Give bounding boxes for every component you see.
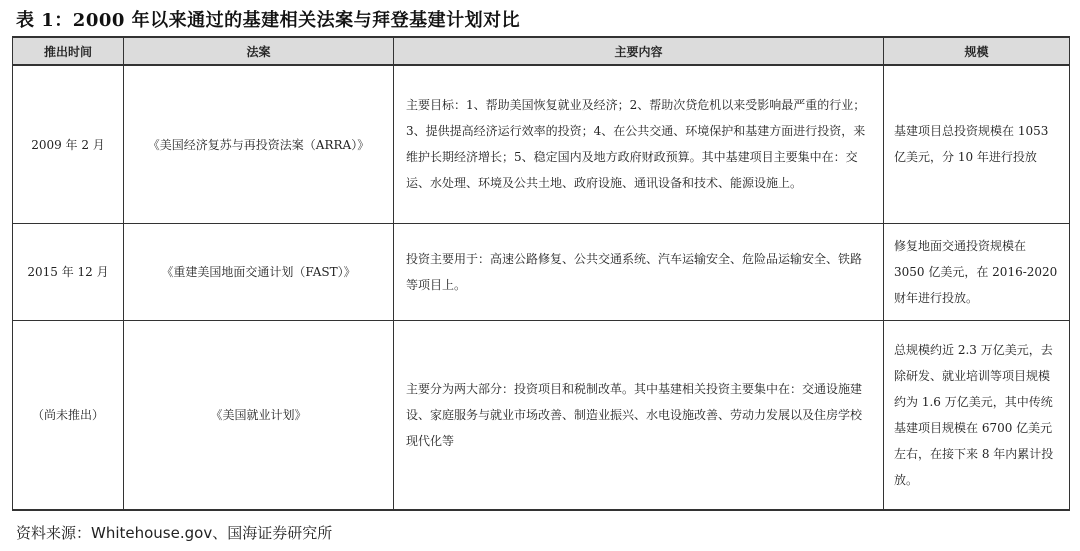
comparison-table <box>12 36 1070 511</box>
table-header-row <box>13 37 1070 65</box>
cell-content: 投资主要用于：高速公路修复、公共交通系统、汽车运输安全、危险品运输安全、铁路等项目上。 <box>394 223 884 320</box>
cell-time: 2015 年 12 月 <box>13 223 124 320</box>
source-note: 资料来源：Whitehouse.gov、国海证券研究所 <box>16 524 333 542</box>
header-content: 主要内容 <box>394 37 884 65</box>
cell-scale: 基建项目总投资规模在 1053 亿美元，分 10 年进行投放 <box>884 65 1070 223</box>
table-row <box>13 223 1070 320</box>
table-title: 表 1：2000 年以来通过的基建相关法案与拜登基建计划对比 <box>16 10 521 31</box>
header-time: 推出时间 <box>13 37 124 65</box>
cell-scale: 修复地面交通投资规模在 3050 亿美元，在 2016-2020 财年进行投放。 <box>884 223 1070 320</box>
cell-law: 《重建美国地面交通计划（FAST）》 <box>124 223 394 320</box>
table-row <box>13 320 1070 510</box>
header-scale: 规模 <box>884 37 1070 65</box>
cell-content: 主要目标：1、帮助美国恢复就业及经济；2、帮助次贷危机以来受影响最严重的行业；3、提供提高经济运行效率的投资；4、在公共交通、环境保护和基建方面进行投资，来维护长期经济增长；5、稳定国内及地方政府财政预算。其中基建项目主要集中在：交运、水处理、环境及公共土地、政府设施、通讯设备和技术、能源设施上。 <box>394 65 884 223</box>
cell-time: （尚未推出） <box>13 320 124 510</box>
cell-scale: 总规模约近 2.3 万亿美元，去除研发、就业培训等项目规模约为 1.6 万亿美元，其中传统基建项目规模在 6700 亿美元左右，在接下来 8 年内累计投放。 <box>884 320 1070 510</box>
cell-content: 主要分为两大部分：投资项目和税制改革。其中基建相关投资主要集中在：交通设施建设、家庭服务与就业市场改善、制造业振兴、水电设施改善、劳动力发展以及住房学校现代化等 <box>394 320 884 510</box>
cell-time: 2009 年 2 月 <box>13 65 124 223</box>
cell-law: 《美国经济复苏与再投资法案（ARRA）》 <box>124 65 394 223</box>
cell-law: 《美国就业计划》 <box>124 320 394 510</box>
header-law: 法案 <box>124 37 394 65</box>
table-row <box>13 65 1070 223</box>
